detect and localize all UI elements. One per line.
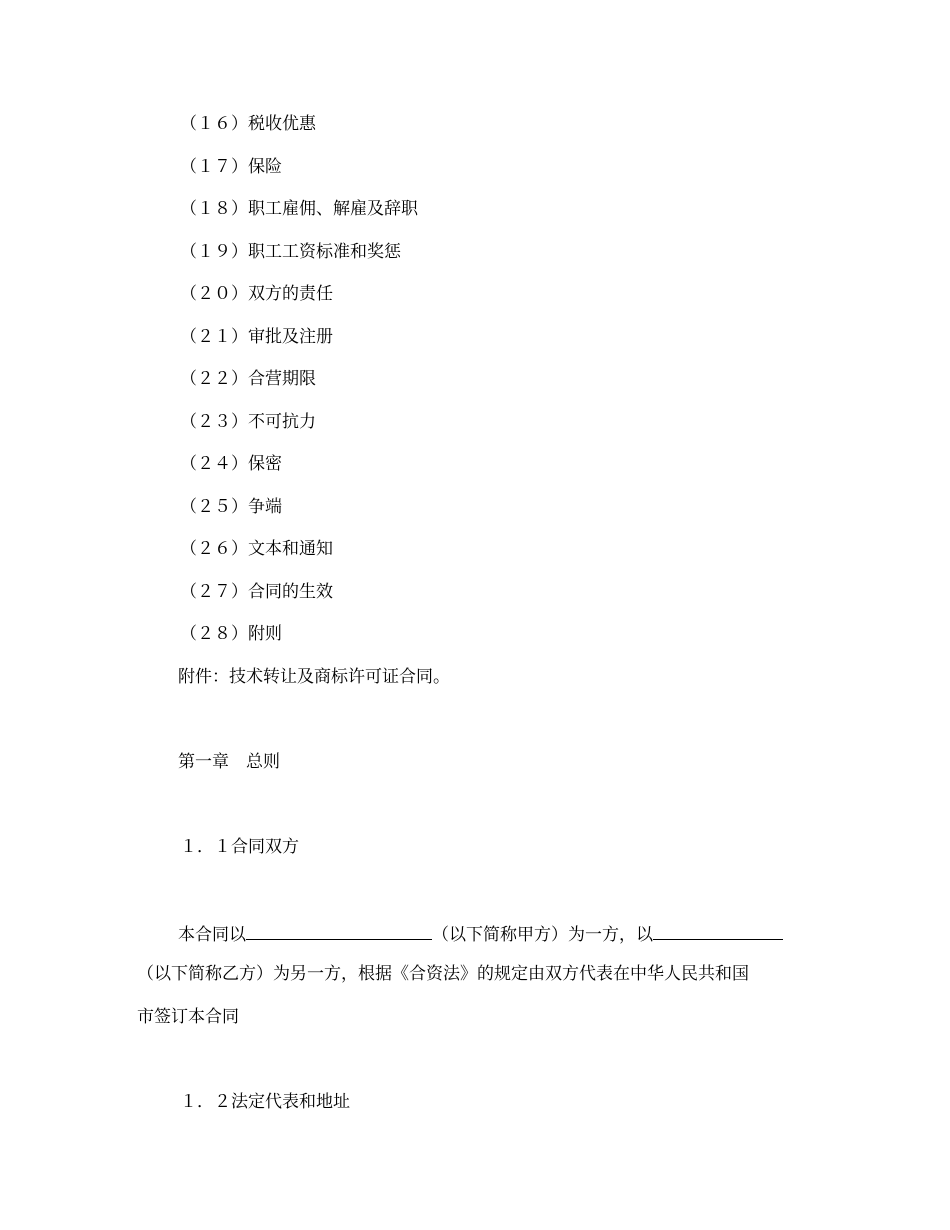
paragraph-line xyxy=(178,921,783,946)
toc-item: （２５）争端 xyxy=(180,497,282,517)
toc-item: （２１）审批及注册 xyxy=(180,327,333,347)
paragraph-text: （以下简称甲方）为一方，以 xyxy=(432,925,653,945)
attachment-note: 附件：技术转让及商标许可证合同。 xyxy=(178,667,450,687)
toc-item: （２６）文本和通知 xyxy=(180,539,333,559)
section-heading: １．１合同双方 xyxy=(180,837,299,857)
paragraph-text: 本合同以 xyxy=(178,925,246,945)
party-a-blank[interactable] xyxy=(246,921,432,940)
toc-item: （２０）双方的责任 xyxy=(180,284,333,304)
section-heading: １．２法定代表和地址 xyxy=(180,1092,350,1112)
toc-item: （２２）合营期限 xyxy=(180,369,316,389)
paragraph-line: 市签订本合同 xyxy=(137,1007,239,1027)
party-b-blank[interactable] xyxy=(653,921,783,940)
toc-item: （２４）保密 xyxy=(180,454,282,474)
chapter-title: 第一章 总则 xyxy=(178,752,280,772)
toc-item: （２８）附则 xyxy=(180,624,282,644)
paragraph-line: （以下简称乙方）为另一方，根据《合资法》的规定由双方代表在中华人民共和国 xyxy=(137,964,749,984)
toc-item: （１６）税收优惠 xyxy=(180,114,316,134)
toc-item: （２３）不可抗力 xyxy=(180,412,316,432)
toc-item: （１８）职工雇佣、解雇及辞职 xyxy=(180,199,418,219)
toc-item: （１７）保险 xyxy=(180,157,282,177)
toc-item: （１９）职工工资标准和奖惩 xyxy=(180,242,401,262)
toc-item: （２７）合同的生效 xyxy=(180,582,333,602)
